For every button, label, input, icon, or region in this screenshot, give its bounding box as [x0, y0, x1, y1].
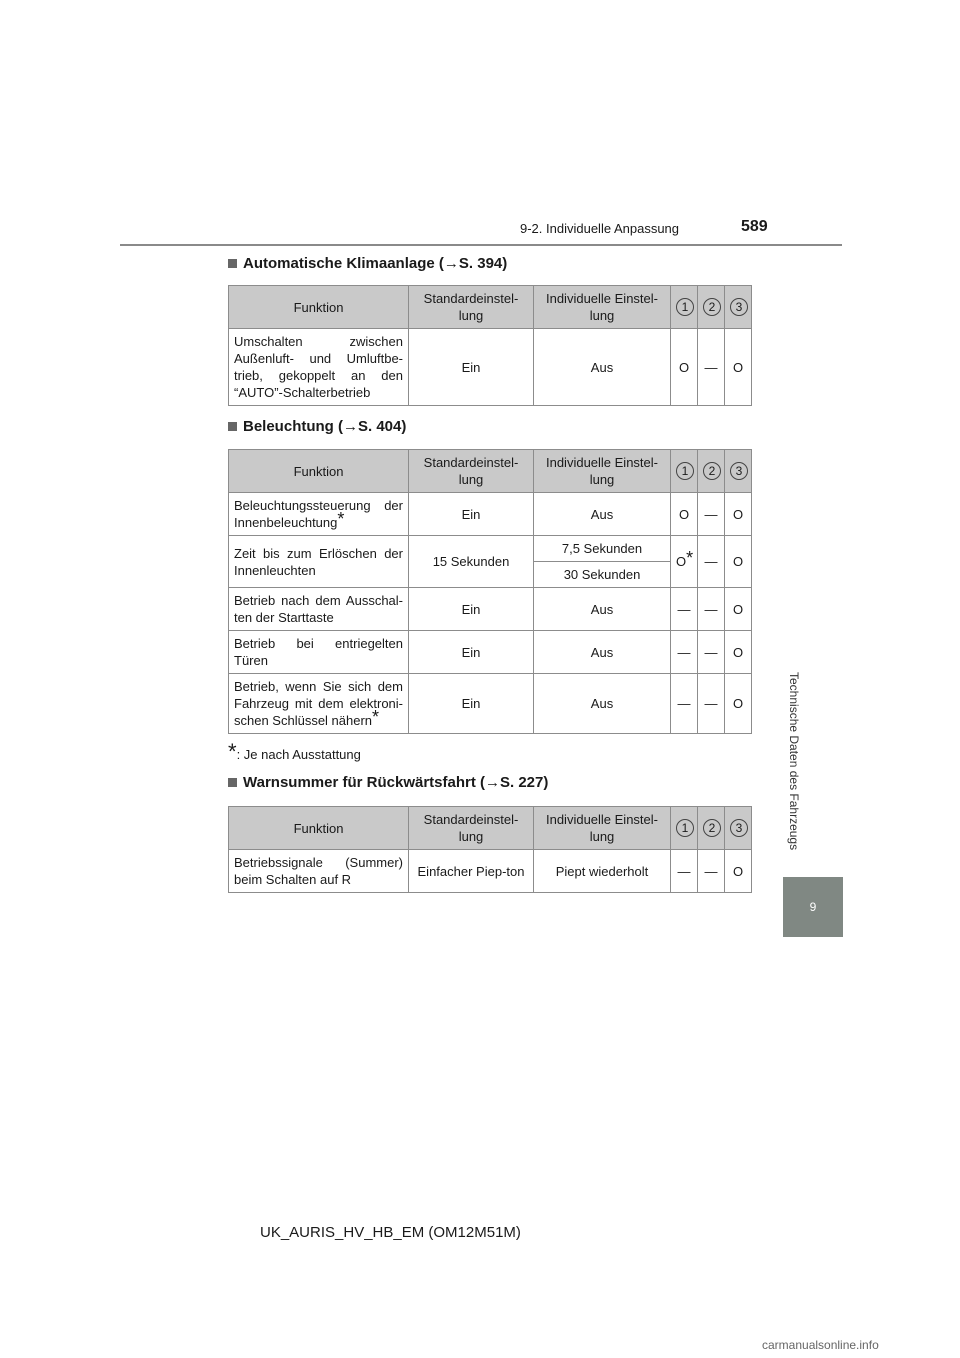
col-mode-2 — [698, 807, 725, 850]
footnote-text: : Je nach Ausstattung — [236, 747, 361, 762]
cell-mode-1: O — [671, 493, 698, 536]
col-standard: Standardeinstel- lung — [409, 286, 534, 329]
section-title: Beleuchtung (→S. 404) — [243, 418, 407, 435]
cell-mode-3: O — [725, 588, 752, 631]
circled-2-icon: 2 — [703, 819, 721, 837]
table-row — [229, 329, 752, 406]
cell-funktion — [229, 493, 409, 536]
cell-mode-1 — [671, 536, 698, 588]
cell-standard: Ein — [409, 631, 534, 674]
cell-individuell-alt: 30 Sekunden — [534, 562, 671, 588]
cell-individuell: Aus — [534, 674, 671, 734]
circled-3-icon: 3 — [730, 298, 748, 316]
cell-mode-2: — — [698, 674, 725, 734]
footnote-star-icon: * — [686, 548, 694, 568]
cell-mode-1: — — [671, 588, 698, 631]
section-title: Automatische Klimaanlage (→S. 394) — [243, 255, 508, 272]
section-title: Warnsummer für Rückwärtsfahrt (→S. 227) — [243, 774, 549, 791]
cell-mode-2: — — [698, 493, 725, 536]
section-heading-lighting — [228, 418, 406, 435]
table-climate — [228, 285, 752, 406]
cell-funktion: Betrieb nach dem Ausschal-ten der Starttaste — [229, 588, 409, 631]
col-mode-1 — [671, 286, 698, 329]
col-funktion: Funktion — [229, 450, 409, 493]
cell-mode-3: O — [725, 850, 752, 893]
cell-funktion-text: Beleuchtungssteuerung der Innenbeleuchtung — [234, 498, 403, 530]
cell-standard: Ein — [409, 493, 534, 536]
table-row — [229, 536, 752, 562]
cell-individuell: Aus — [534, 329, 671, 406]
cell-standard: Ein — [409, 329, 534, 406]
circled-2-icon: 2 — [703, 462, 721, 480]
footnote — [228, 739, 361, 764]
col-standard: Standardeinstel- lung — [409, 450, 534, 493]
cell-mode-2: — — [698, 329, 725, 406]
cell-individuell: Piept wiederholt — [534, 850, 671, 893]
cell-individuell: 7,5 Sekunden — [534, 536, 671, 562]
cell-mode-3: O — [725, 536, 752, 588]
col-standard: Standardeinstel- lung — [409, 807, 534, 850]
table-row — [229, 588, 752, 631]
col-individuell: Individuelle Einstel- lung — [534, 807, 671, 850]
circled-1-icon: 1 — [676, 819, 694, 837]
section-heading-climate — [228, 255, 507, 272]
cell-standard: Ein — [409, 674, 534, 734]
circled-1-icon: 1 — [676, 298, 694, 316]
table-row — [229, 631, 752, 674]
cell-standard: Einfacher Piep-ton — [409, 850, 534, 893]
col-mode-2 — [698, 286, 725, 329]
chapter-side-label: Technische Daten des Fahrzeugs — [787, 672, 801, 851]
col-mode-1 — [671, 450, 698, 493]
col-individuell: Individuelle Einstel- lung — [534, 450, 671, 493]
bullet-square-icon — [228, 422, 237, 431]
cell-mode-1: — — [671, 674, 698, 734]
page-number: 589 — [741, 218, 768, 235]
watermark: carmanualsonline.info — [762, 1338, 879, 1352]
cell-funktion-text: Betrieb, wenn Sie sich dem Fahrzeug mit dem elektroni-schen Schlüssel nähern — [234, 679, 403, 728]
cell-mode-1: — — [671, 850, 698, 893]
cell-mode-2: — — [698, 536, 725, 588]
cell-funktion: Betriebssignale (Summer) beim Schalten auf R — [229, 850, 409, 893]
cell-individuell: Aus — [534, 588, 671, 631]
table-row — [229, 493, 752, 536]
col-funktion: Funktion — [229, 286, 409, 329]
header-section: 9-2. Individuelle Anpassung — [520, 221, 680, 236]
cell-funktion — [229, 674, 409, 734]
circled-2-icon: 2 — [703, 298, 721, 316]
table-row — [229, 674, 752, 734]
cell-funktion: Betrieb bei entriegelten Türen — [229, 631, 409, 674]
section-heading-reverse-buzzer — [228, 774, 548, 791]
chapter-tab: 9 — [783, 877, 843, 937]
header-rule — [120, 244, 842, 246]
table-row — [229, 850, 752, 893]
circled-3-icon: 3 — [730, 819, 748, 837]
table-header-row — [229, 286, 752, 329]
cell-mode-1-text: O — [676, 554, 687, 569]
circled-3-icon: 3 — [730, 462, 748, 480]
cell-mode-3: O — [725, 674, 752, 734]
col-mode-2 — [698, 450, 725, 493]
bullet-square-icon — [228, 778, 237, 787]
footnote-star-icon: * — [228, 739, 237, 764]
col-mode-1 — [671, 807, 698, 850]
col-individuell: Individuelle Einstel- lung — [534, 286, 671, 329]
cell-mode-1: — — [671, 631, 698, 674]
cell-standard: 15 Sekunden — [409, 536, 534, 588]
table-header-row — [229, 807, 752, 850]
bullet-square-icon — [228, 259, 237, 268]
col-mode-3 — [725, 450, 752, 493]
cell-funktion: Zeit bis zum Erlöschen der Innenleuchten — [229, 536, 409, 588]
col-funktion: Funktion — [229, 807, 409, 850]
col-mode-3 — [725, 807, 752, 850]
cell-mode-3: O — [725, 631, 752, 674]
cell-mode-3: O — [725, 329, 752, 406]
cell-mode-3: O — [725, 493, 752, 536]
footer-model-code: UK_AURIS_HV_HB_EM (OM12M51M) — [260, 1224, 521, 1241]
cell-mode-2: — — [698, 588, 725, 631]
cell-standard: Ein — [409, 588, 534, 631]
table-lighting — [228, 449, 752, 734]
cell-mode-1: O — [671, 329, 698, 406]
footnote-star-icon: * — [337, 509, 345, 529]
col-mode-3 — [725, 286, 752, 329]
cell-funktion: Umschalten zwischen Außenluft- und Umluftbe-trieb, gekoppelt an den “AUTO”-Schalterbetrieb — [229, 329, 409, 406]
cell-mode-2: — — [698, 631, 725, 674]
table-reverse-buzzer — [228, 806, 752, 893]
circled-1-icon: 1 — [676, 462, 694, 480]
cell-individuell: Aus — [534, 631, 671, 674]
table-header-row — [229, 450, 752, 493]
cell-individuell: Aus — [534, 493, 671, 536]
footnote-star-icon: * — [372, 707, 380, 727]
cell-mode-2: — — [698, 850, 725, 893]
